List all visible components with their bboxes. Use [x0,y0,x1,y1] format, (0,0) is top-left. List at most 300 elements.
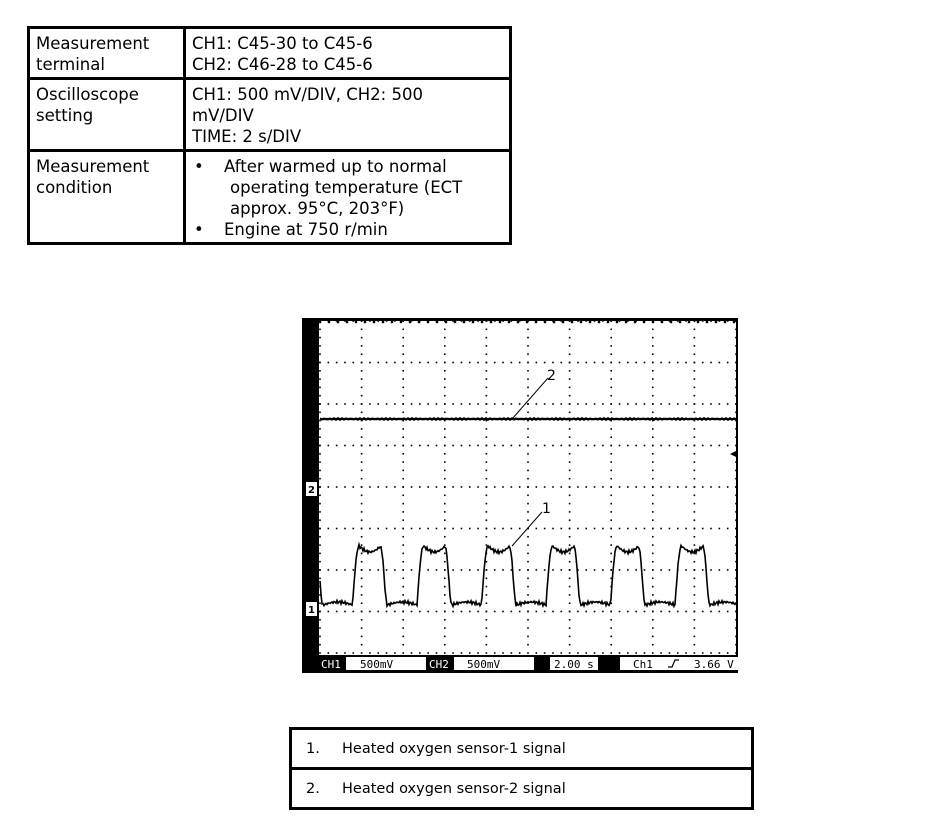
grid-dot [735,353,737,355]
grid-dot [319,329,321,331]
grid-dot [569,428,571,430]
grid-dot [402,619,404,621]
grid-dot [610,536,612,538]
grid-dot [452,445,454,447]
grid-dot [552,486,554,488]
spec-value-line: TIME: 2 s/DIV [192,127,302,146]
grid-dot [402,370,404,372]
grid-dot [344,403,346,405]
grid-dot [694,486,696,488]
grid-dot [444,436,446,438]
grid-dot [486,569,488,571]
grid-dot [652,395,654,397]
grid-dot [610,378,612,380]
grid-dot [394,569,396,571]
trace-ch2 [320,418,736,419]
grid-dot [319,561,321,563]
grid-dot [444,395,446,397]
grid-dot [627,403,629,405]
grid-dot [419,445,421,447]
grid-dot [527,470,529,472]
grid-dot [361,378,363,380]
grid-dot [519,652,521,654]
grid-dot [719,362,721,364]
grid-dot [577,528,579,530]
grid-dot [369,528,371,530]
spec-value-line: CH1: C45-30 to C45-6 [192,34,373,53]
grid-dot [391,321,393,323]
grid-dot [652,428,654,430]
grid-dot [486,337,488,339]
spec-label-line: Measurement [36,157,150,176]
grid-dot [344,362,346,364]
grid-dot [644,569,646,571]
grid-dot [552,528,554,530]
grid-dot [469,611,471,613]
grid-dot [706,321,708,323]
grid-dot [652,353,654,355]
grid-dot [477,528,479,530]
grid-dot [328,486,330,488]
grid-dot [519,445,521,447]
spec-row-terminal [29,28,511,79]
grid-dot [361,644,363,646]
grid-dot [369,652,371,654]
grid-dot [585,320,587,322]
grid-dot [444,403,446,405]
grid-dot [477,362,479,364]
grid-dot [694,337,696,339]
grid-dot [560,403,562,405]
grid-dot [694,578,696,580]
grid-dot [361,445,363,447]
grid-dot [361,387,363,389]
grid-dot [697,321,699,323]
grid-dot [402,486,404,488]
grid-dot [477,652,479,654]
grid-dot [577,486,579,488]
grid-dot [494,486,496,488]
grid-dot [610,478,612,480]
grid-dot [735,652,737,654]
grid-dot [602,320,604,322]
grid-dot [735,370,737,372]
grid-dot [369,403,371,405]
grid-dot [319,461,321,463]
grid-dot [610,370,612,372]
grid-dot [694,478,696,480]
grid-dot [436,569,438,571]
grid-dot [486,519,488,521]
grid-dot [494,528,496,530]
grid-dot [635,486,637,488]
grid-dot [361,470,363,472]
grid-dot [702,320,704,322]
grid-dot [444,561,446,563]
grid-dot [694,329,696,331]
grid-dot [402,353,404,355]
grid-dot [536,486,538,488]
grid-dot [719,611,721,613]
grid-dot [394,362,396,364]
grid-dot [735,387,737,389]
grid-dot [610,636,612,638]
grid-dot [427,652,429,654]
grid-dot [486,412,488,414]
grid-dot [508,321,510,323]
grid-dot [527,578,529,580]
grid-dot [411,403,413,405]
grid-dot [444,569,446,571]
grid-dot [386,611,388,613]
grid-dot [427,569,429,571]
grid-dot [694,378,696,380]
grid-dot [527,511,529,513]
grid-dot [319,578,321,580]
grid-dot [319,652,321,654]
grid-dot [727,403,729,405]
grid-dot [627,445,629,447]
grid-dot [402,636,404,638]
grid-dot [527,403,529,405]
grid-dot [536,569,538,571]
grid-dot [511,320,513,322]
grid-dot [610,320,612,322]
grid-dot [328,611,330,613]
grid-dot [319,636,321,638]
grid-dot [386,569,388,571]
grid-dot [677,528,679,530]
grid-dot [511,486,513,488]
grid-dot [627,486,629,488]
grid-dot [527,345,529,347]
grid-dot [481,321,483,323]
grid-dot [677,652,679,654]
grid-dot [402,644,404,646]
grid-dot [361,362,363,364]
grid-dot [444,378,446,380]
grid-dot [402,470,404,472]
grid-dot [602,611,604,613]
grid-dot [364,321,366,323]
grid-dot [377,486,379,488]
grid-dot [411,445,413,447]
grid-dot [560,611,562,613]
grid-dot [735,611,737,613]
grid-dot [361,619,363,621]
grid-dot [635,445,637,447]
grid-dot [594,652,596,654]
grid-dot [527,544,529,546]
grid-dot [519,403,521,405]
grid-dot [344,445,346,447]
grid-dot [319,395,321,397]
grid-dot [418,321,420,323]
grid-dot [585,486,587,488]
grid-dot [677,362,679,364]
grid-dot [486,362,488,364]
grid-dot [527,445,529,447]
grid-dot [486,594,488,596]
grid-dot [702,362,704,364]
grid-dot [644,652,646,654]
grid-dot [394,320,396,322]
grid-dot [694,320,696,322]
grid-dot [444,619,446,621]
grid-dot [402,362,404,364]
grid-dot [352,320,354,322]
legend-text: Heated oxygen sensor-1 signal [342,740,566,757]
grid-dot [319,370,321,372]
grid-dot [735,536,737,538]
grid-dot [594,445,596,447]
grid-dot [352,611,354,613]
grid-dot [619,611,621,613]
grid-dot [619,362,621,364]
grid-dot [710,362,712,364]
grid-dot [719,528,721,530]
grid-dot [610,395,612,397]
grid-dot [361,486,363,488]
grid-dot [635,652,637,654]
grid-dot [669,445,671,447]
grid-dot [735,511,737,513]
grid-dot [427,362,429,364]
grid-dot [569,627,571,629]
grid-dot [661,321,663,323]
grid-dot [486,619,488,621]
grid-dot [444,387,446,389]
grid-dot [527,594,529,596]
grid-dot [402,561,404,563]
grid-dot [715,321,717,323]
grid-dot [735,586,737,588]
grid-dot [652,611,654,613]
grid-dot [444,329,446,331]
grid-dot [344,486,346,488]
grid-dot [635,528,637,530]
grid-dot [361,594,363,596]
grid-dot [727,528,729,530]
grid-dot [560,652,562,654]
grid-dot [444,503,446,505]
grid-dot [610,329,612,331]
grid-dot [461,486,463,488]
grid-dot [328,528,330,530]
grid-dot [735,578,737,580]
grid-dot [494,445,496,447]
grid-dot [677,403,679,405]
grid-dot [585,445,587,447]
grid-dot [602,445,604,447]
grid-dot [444,461,446,463]
grid-dot [319,445,321,447]
grid-dot [694,403,696,405]
grid-dot [660,362,662,364]
grid-dot [569,503,571,505]
grid-dot [577,611,579,613]
grid-dot [710,403,712,405]
grid-dot [652,345,654,347]
grid-dot [569,544,571,546]
spec-value-setting [185,79,511,151]
grid-dot [688,321,690,323]
grid-dot [610,412,612,414]
grid-dot [652,470,654,472]
grid-dot [319,569,321,571]
legend-number: 2. [306,780,320,797]
grid-dot [402,436,404,438]
grid-dot [527,387,529,389]
grid-dot [336,652,338,654]
grid-dot [477,403,479,405]
spec-label-terminal [29,28,185,79]
grid-dot [319,412,321,414]
grid-dot [694,412,696,414]
grid-dot [361,602,363,604]
grid-dot [452,611,454,613]
grid-dot [411,652,413,654]
grid-dot [527,503,529,505]
grid-dot [727,569,729,571]
grid-dot [527,627,529,629]
grid-dot [444,528,446,530]
grid-dot [652,578,654,580]
grid-dot [527,453,529,455]
grid-dot [569,578,571,580]
grid-dot [361,370,363,372]
grid-dot [569,403,571,405]
grid-dot [494,362,496,364]
measurement-spec-table [27,26,512,245]
readout-timebase: 2.00 s [554,658,594,671]
grid-dot [710,611,712,613]
grid-dot [669,362,671,364]
grid-dot [536,445,538,447]
grid-dot [677,320,679,322]
grid-dot [644,611,646,613]
callout-label-2: 2 [547,368,556,384]
grid-dot [486,495,488,497]
grid-dot [643,321,645,323]
grid-dot [361,611,363,613]
grid-dot [569,395,571,397]
grid-dot [694,544,696,546]
grid-dot [319,511,321,513]
grid-dot [402,611,404,613]
grid-dot [710,445,712,447]
grid-dot [444,536,446,538]
grid-dot [644,403,646,405]
grid-dot [402,445,404,447]
grid-dot [319,345,321,347]
grid-dot [319,536,321,538]
grid-dot [319,362,321,364]
grid-dot [569,536,571,538]
grid-dot [602,569,604,571]
grid-dot [619,486,621,488]
grid-dot [486,486,488,488]
grid-dot [486,320,488,322]
grid-dot [526,321,528,323]
grid-dot [719,569,721,571]
grid-dot [527,519,529,521]
grid-dot [610,611,612,613]
grid-dot [402,569,404,571]
grid-dot [361,461,363,463]
grid-dot [610,461,612,463]
grid-dot [411,362,413,364]
grid-dot [527,412,529,414]
grid-dot [444,544,446,546]
grid-dot [527,378,529,380]
grid-dot [361,337,363,339]
grid-dot [594,569,596,571]
grid-dot [569,436,571,438]
grid-dot [569,611,571,613]
grid-dot [652,528,654,530]
grid-dot [627,652,629,654]
grid-dot [361,511,363,513]
grid-dot [402,387,404,389]
grid-dot [352,486,354,488]
readout-ch1-name: CH1 [321,658,341,671]
grid-dot [369,611,371,613]
grid-dot [319,453,321,455]
grid-dot [569,478,571,480]
grid-dot [552,445,554,447]
grid-dot [502,611,504,613]
grid-dot [319,428,321,430]
grid-dot [660,611,662,613]
grid-dot [352,403,354,405]
grid-dot [569,412,571,414]
grid-dot [486,329,488,331]
grid-dot [652,503,654,505]
grid-dot [535,321,537,323]
grid-dot [386,362,388,364]
grid-dot [594,528,596,530]
grid-dot [610,503,612,505]
callout-label-1: 1 [542,501,551,517]
grid-dot [710,569,712,571]
grid-dot [652,445,654,447]
grid-dot [735,436,737,438]
grid-dot [361,544,363,546]
grid-dot [319,486,321,488]
grid-dot [402,461,404,463]
grid-dot [477,569,479,571]
grid-dot [402,378,404,380]
grid-dot [444,486,446,488]
grid-dot [569,528,571,530]
grid-dot [319,337,321,339]
readout-trigger-level: 3.66 V [694,658,734,671]
grid-dot [544,362,546,364]
grid-dot [610,470,612,472]
grid-dot [486,470,488,472]
grid-dot [494,652,496,654]
grid-dot [727,320,729,322]
grid-dot [427,321,429,323]
grid-dot [486,453,488,455]
grid-dot [660,445,662,447]
grid-dot [589,321,591,323]
grid-dot [685,486,687,488]
grid-dot [719,486,721,488]
grid-dot [444,611,446,613]
grid-dot [610,337,612,339]
